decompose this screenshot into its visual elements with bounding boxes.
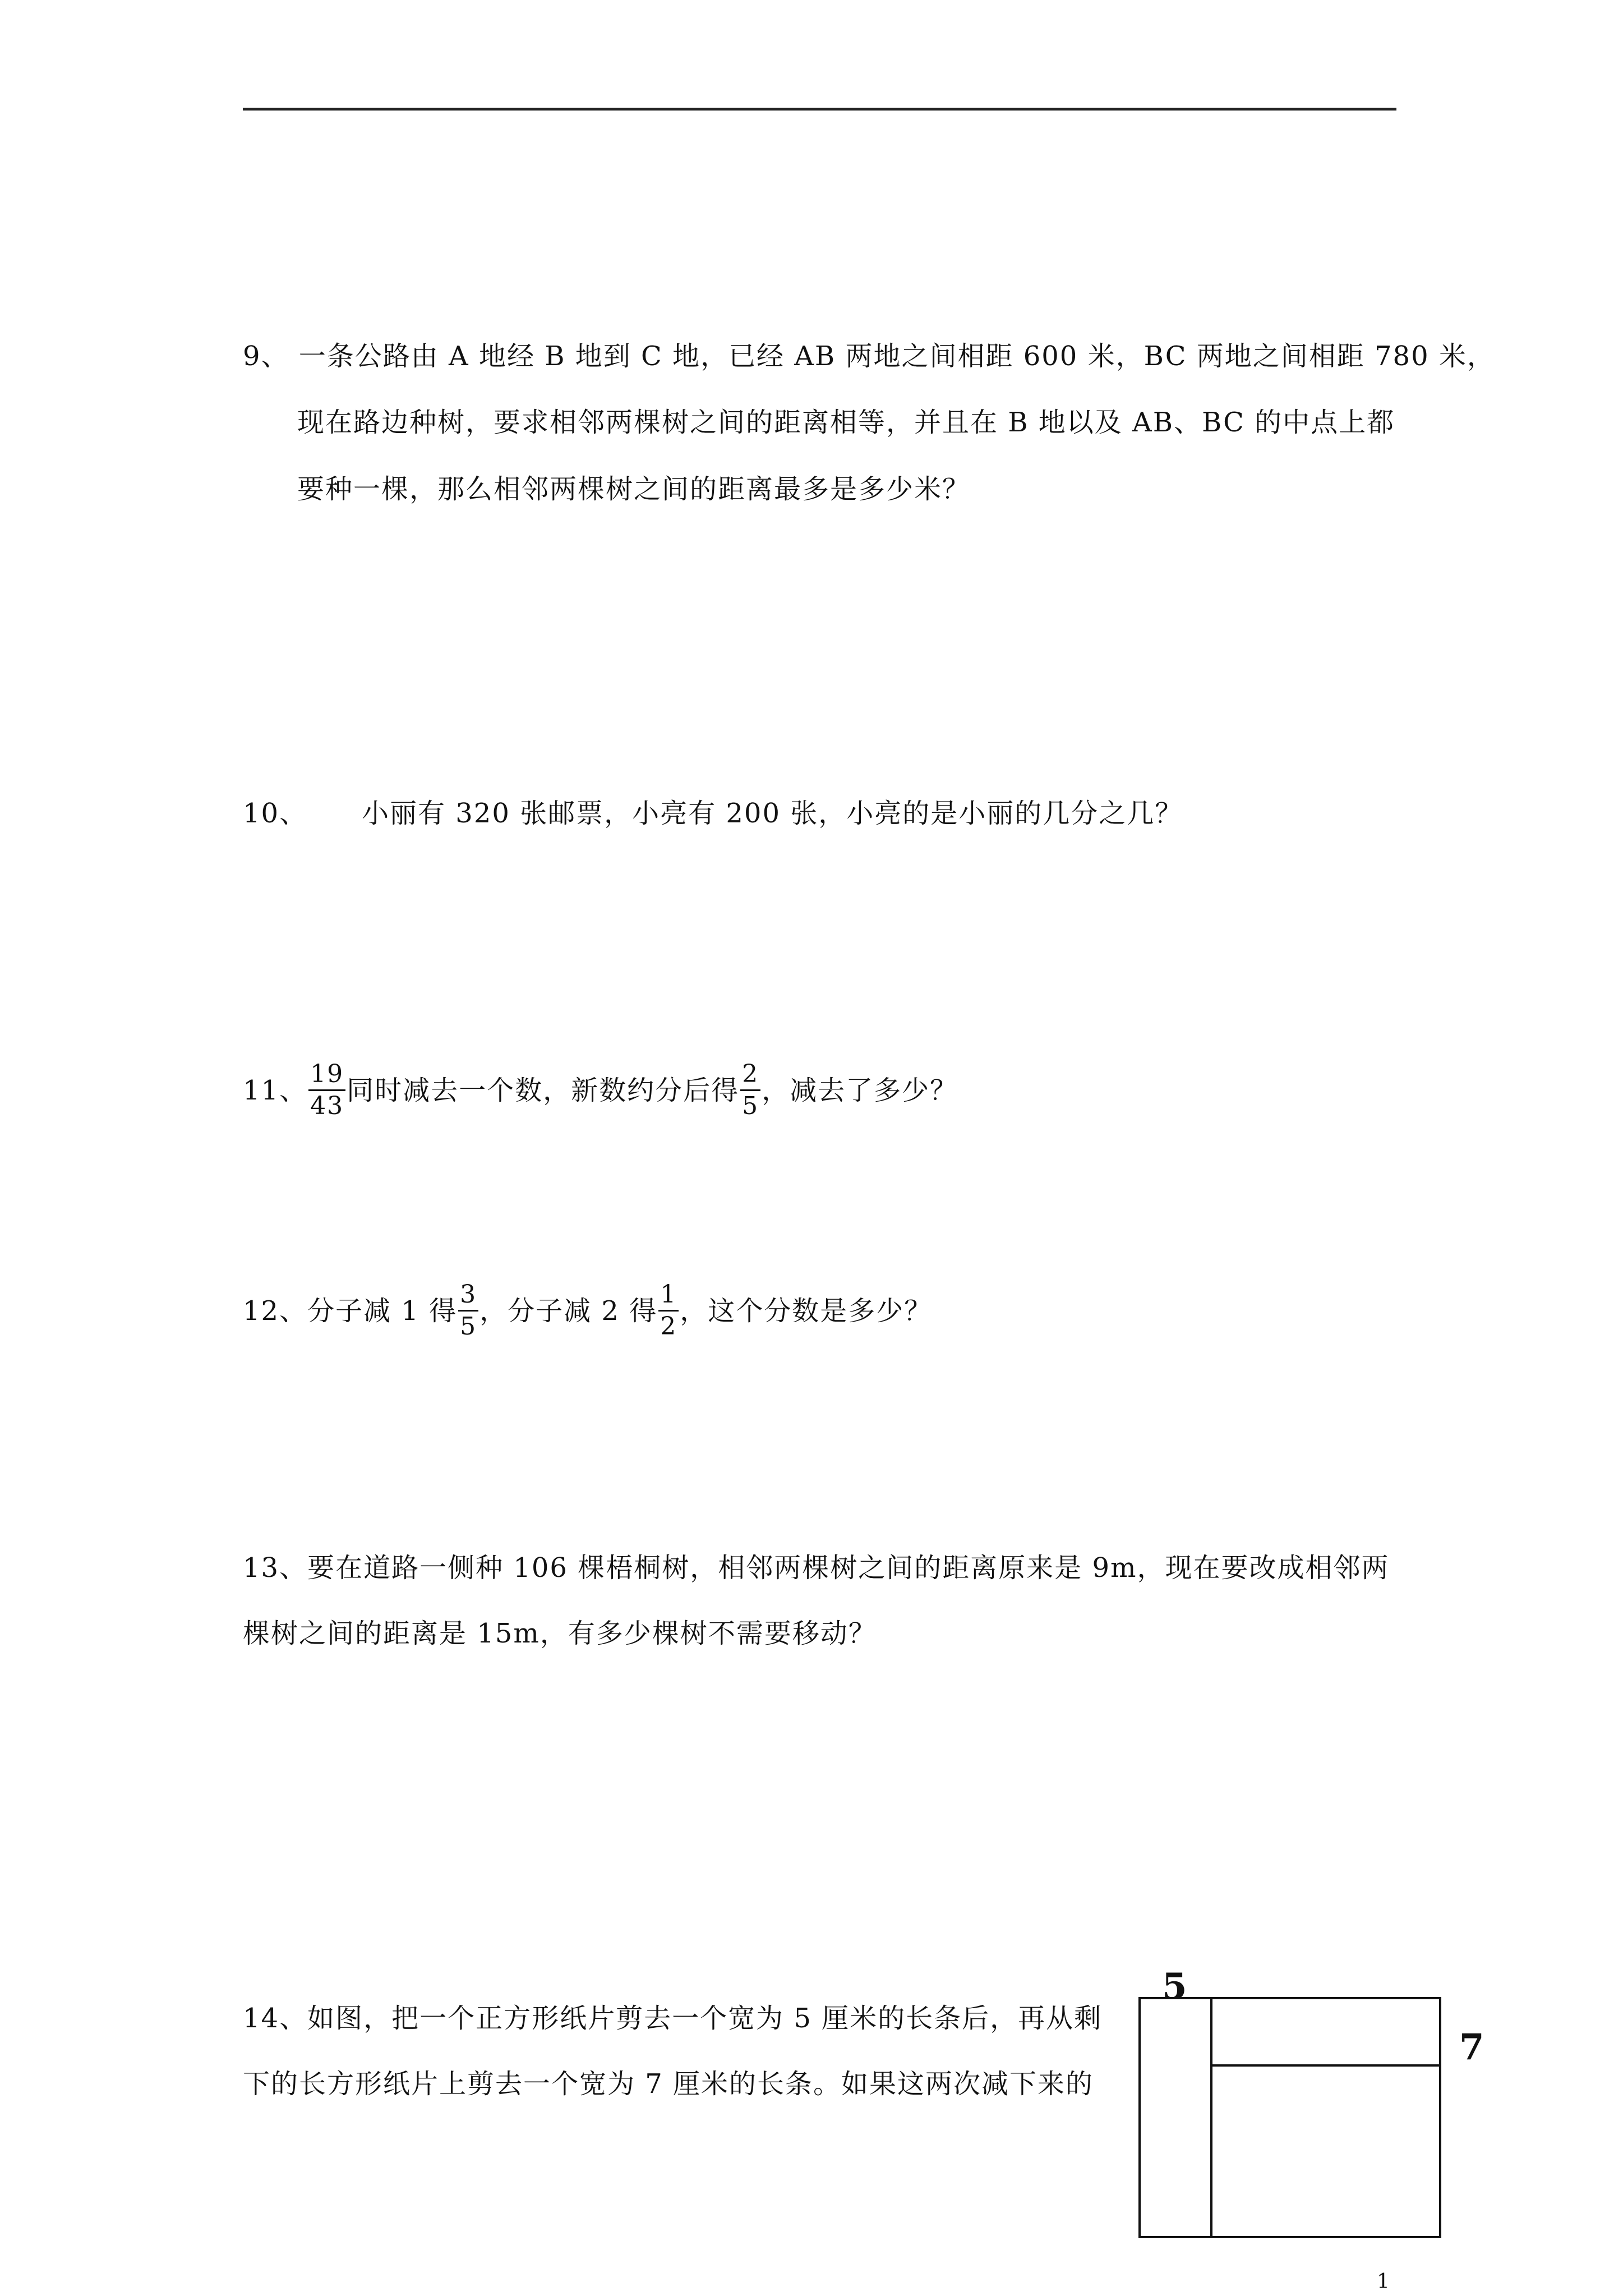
q14-line-1: 14、如图，把一个正方形纸片剪去一个宽为 5 厘米的长条后，再从剩: [243, 2003, 1103, 2034]
header-rule: [243, 108, 1396, 111]
q11-tail-text: ，减去了多少？: [762, 1075, 958, 1106]
q12-fraction-2-denominator: 2: [660, 1312, 677, 1341]
q13-line-2: 棵树之间的距离是 15m，有多少棵树不需要移动？: [243, 1618, 877, 1649]
q11-fraction-1-numerator: 19: [308, 1059, 345, 1091]
figure-vertical-cut-line: [1210, 1997, 1212, 2238]
q12-fraction-1-denominator: 5: [460, 1312, 477, 1341]
q12-middle-text: ，分子减 2 得: [479, 1295, 658, 1327]
q11-middle-text: 同时减去一个数，新数约分后得: [347, 1075, 740, 1106]
q11-fraction-2-denominator: 5: [742, 1092, 759, 1120]
q12-tail-text: ，这个分数是多少？: [680, 1295, 933, 1327]
q14-line-2: 下的长方形纸片上剪去一个宽为 7 厘米的长条。如果这两次减下来的: [243, 2068, 1094, 2100]
square-paper-figure: [1138, 1997, 1441, 2238]
q10-text: 小丽有 320 张邮票，小亮有 200 张，小亮的是小丽的几分之几？: [362, 798, 1183, 829]
q12-fraction-1: [458, 1280, 478, 1342]
q9-line-2: 现在路边种树，要求相邻两棵树之间的距离相等，并且在 B 地以及 AB、BC 的中点上都: [297, 407, 1395, 438]
q9-line-3: 要种一棵，那么相邻两棵树之间的距离最多是多少米？: [297, 473, 971, 505]
q12-fraction-2-numerator: 1: [658, 1280, 679, 1312]
q13-line-1: 13、要在道路一侧种 106 棵梧桐树，相邻两棵树之间的距离原来是 9m，现在要改成相邻两: [243, 1552, 1390, 1584]
q11-fraction-1-denominator: 43: [310, 1092, 344, 1120]
figure-label-5: 5: [1162, 1966, 1187, 2008]
q12-lead-text: 12、分子减 1 得: [243, 1295, 458, 1327]
figure-horizontal-cut-line: [1210, 2064, 1441, 2067]
page-number: 1: [1377, 2270, 1390, 2293]
figure-label-7: 7: [1459, 2026, 1484, 2068]
q11-fraction-2: [740, 1059, 760, 1121]
q11-fraction-2-numerator: 2: [740, 1059, 760, 1091]
q9-line-1: 9、 一条公路由 A 地经 B 地到 C 地，已经 AB 两地之间相距 600 米，BC 两地之间相距 780 米，: [243, 341, 1495, 372]
q12-fraction-2: [658, 1280, 679, 1342]
q11-fraction-1: [308, 1059, 345, 1121]
q11-number: 11、: [243, 1075, 308, 1106]
q12-fraction-1-numerator: 3: [458, 1280, 478, 1312]
q10-number: 10、: [243, 798, 308, 829]
q11-line: [243, 1061, 958, 1124]
q12-line: [243, 1282, 932, 1344]
